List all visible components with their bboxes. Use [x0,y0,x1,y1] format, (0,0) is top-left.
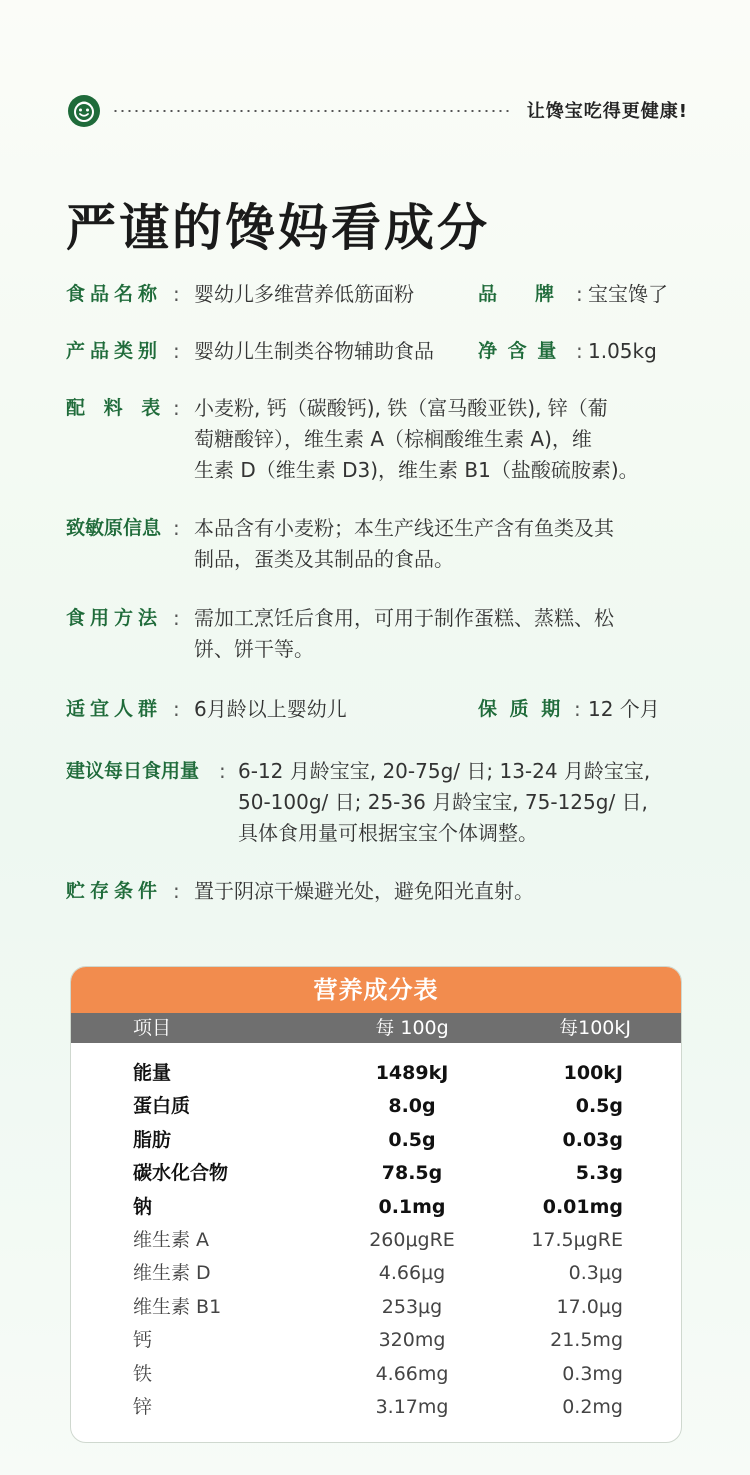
info-row-allergen [66,513,686,575]
value-per-100kj: 0.5g [575,1095,623,1118]
ingredients-value [194,393,639,486]
dotted-divider [112,110,510,112]
value-per-100g: 320mg [378,1329,446,1352]
nutrition-table-title: 营养成分表 [71,967,681,1013]
colon: : [173,282,180,306]
allergen-line: 本品含有小麦粉；本生产线还生产含有鱼类及其 [194,516,614,540]
value-per-100kj: 5.3g [575,1162,623,1185]
value-per-100g: 0.1mg [378,1195,446,1218]
net-label: 净 含 量 [478,340,559,362]
ingredients-label: 配 料 表 [66,397,167,419]
table-row [71,1224,681,1257]
storage-value: 置于阴凉干燥避光处，避免阳光直射。 [194,879,534,903]
ingredients-line: 小麦粉, 钙（碳酸钙), 铁（富马酸亚铁), 锌（葡 [194,396,608,420]
info-row-category [66,336,686,367]
value-per-100kj: 17.5μgRE [531,1228,623,1251]
allergen-line: 制品，蛋类及其制品的食品。 [194,547,454,571]
value-per-100g: 4.66μg [378,1262,446,1285]
name-value: 婴幼儿多维营养低筋面粉 [194,282,414,306]
table-row [71,1291,681,1324]
shelf-label: 保 质 期 [478,698,564,720]
colon: : [574,697,581,721]
shelf-value: 12 个月 [588,697,660,721]
allergen-value [194,513,614,575]
info-row-ingredients [66,393,686,486]
crowd-label: 适宜人群 [66,698,163,720]
ingredients-line: 生素 D（维生素 D3)，维生素 B1（盐酸硫胺素)。 [194,458,639,482]
nutrition-table-header [71,1013,681,1043]
header-per-100kj: 每100kJ [559,1017,631,1039]
usage-line: 需加工烹饪后食用，可用于制作蛋糕、蒸糕、松 [194,606,614,630]
daily-line: 具体食用量可根据宝宝个体调整。 [238,821,538,845]
colon: : [576,339,583,363]
table-row [71,1324,681,1357]
slogan: 让馋宝吃得更健康! [526,101,688,122]
value-per-100g: 260μgRE [369,1228,455,1251]
colon: : [173,339,180,363]
allergen-label: 致敏原信息 [66,517,162,539]
net-value: 1.05kg [588,339,657,363]
nutrient-name: 能量 [133,1062,172,1084]
table-row [71,1057,681,1090]
value-per-100kj: 17.0μg [556,1295,623,1318]
value-per-100g: 78.5g [381,1162,443,1185]
nutrient-name: 钠 [133,1195,153,1218]
value-per-100g: 8.0g [388,1095,436,1118]
colon: : [576,282,583,306]
crowd-value: 6月龄以上婴幼儿 [194,697,347,721]
nutrient-name: 钙 [133,1329,153,1352]
value-per-100kj: 21.5mg [550,1329,623,1352]
daily-line: 6-12 月龄宝宝, 20-75g/ 日; 13-24 月龄宝宝, [238,759,651,783]
value-per-100kj: 0.3μg [568,1262,623,1285]
nutrition-table [70,966,682,1443]
table-row [71,1358,681,1391]
value-per-100g: 0.5g [388,1128,436,1151]
smiley-logo-icon [68,95,100,127]
table-row [71,1191,681,1224]
colon: : [173,516,180,540]
table-row [71,1391,681,1424]
value-per-100kj: 100kJ [563,1062,623,1084]
info-row-name [66,279,686,310]
colon: : [173,396,180,420]
table-row [71,1257,681,1290]
colon: : [219,759,226,783]
nutrition-table-body [71,1043,681,1424]
colon: : [173,606,180,630]
daily-value [238,756,650,849]
page-title: 严谨的馋妈看成分 [66,199,490,257]
value-per-100g: 3.17mg [375,1395,449,1418]
value-per-100kj: 0.03g [562,1128,623,1151]
usage-line: 饼、饼干等。 [194,637,314,661]
storage-label: 贮存条件 [66,880,163,902]
colon: : [173,879,180,903]
nutrient-name: 维生素 D [133,1262,211,1285]
header [68,95,688,127]
table-row [71,1157,681,1190]
value-per-100kj: 0.01mg [542,1195,623,1218]
colon: : [173,697,180,721]
usage-value [194,603,614,665]
daily-label: 建议每日食用量 [66,760,200,782]
brand-label: 品 牌 [478,283,555,305]
info-row-storage [66,876,686,907]
nutrient-name: 维生素 B1 [133,1295,222,1318]
table-row [71,1090,681,1123]
ingredients-line: 萄糖酸锌），维生素 A（棕榈酸维生素 A)，维 [194,427,592,451]
nutrient-name: 锌 [133,1395,153,1418]
nutrient-name: 维生素 A [133,1228,210,1251]
brand-value: 宝宝馋了 [588,282,668,306]
nutrient-name: 蛋白质 [133,1095,191,1118]
category-value: 婴幼儿生制类谷物辅助食品 [194,339,434,363]
info-row-crowd [66,694,686,725]
daily-line: 50-100g/ 日; 25-36 月龄宝宝, 75-125g/ 日, [238,790,648,814]
header-per-100g: 每 100g [375,1017,449,1039]
info-row-daily [66,756,696,849]
nutrient-name: 铁 [133,1362,153,1385]
value-per-100g: 253μg [381,1295,443,1318]
nutrient-name: 碳水化合物 [133,1162,229,1185]
table-row [71,1124,681,1157]
value-per-100g: 4.66mg [375,1362,449,1385]
header-item: 项目 [133,1017,172,1039]
category-label: 产品类别 [66,340,163,362]
nutrient-name: 脂肪 [133,1128,172,1151]
name-label: 食品名称 [66,283,163,305]
usage-label: 食用方法 [66,607,163,629]
value-per-100kj: 0.3mg [562,1362,623,1385]
info-row-usage [66,603,686,665]
value-per-100g: 1489kJ [375,1062,449,1084]
value-per-100kj: 0.2mg [562,1395,623,1418]
